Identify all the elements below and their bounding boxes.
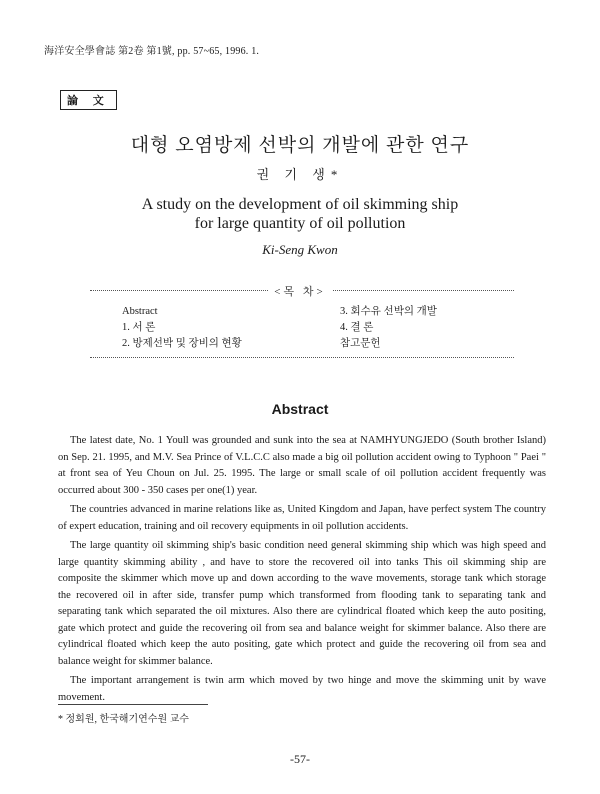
english-title-line-2: for large quantity of oil pollution [194,215,406,232]
toc-heading: <목 차> [0,283,600,299]
page-number: -57- [290,752,310,766]
english-title [0,195,600,233]
article-type-badge: 論 文 [60,90,117,110]
korean-title: 대형 오염방제 선박의 개발에 관한 연구 [130,135,470,156]
footnote-divider [58,704,208,705]
toc-item: 3. 회수유 선박의 개발 [340,306,437,317]
toc-right-column [340,304,437,352]
author-footnote: * 정회원, 한국해기연수원 교수 [58,714,189,725]
toc-item: 2. 방제선박 및 장비의 현황 [122,338,242,349]
abstract-paragraph: The countries advanced in marine relations like as, United Kingdom and Japan, have perfect system The country of expert education, training and oil recovery equipments in oil pollution accidents. [58,504,546,532]
english-author: Ki-Seng Kwon [262,242,338,257]
journal-citation: 海洋安全學會誌 第2卷 第1號, pp. 57~65, 1996. 1. [44,46,260,57]
abstract-body [58,433,546,709]
english-title-line-1: A study on the development of oil skimming ship [141,196,459,213]
toc-item: 1. 서 론 [122,322,156,333]
korean-author: 권 기 생* [256,167,344,182]
toc-item: 4. 결 론 [340,322,374,333]
abstract-paragraph: The large quantity oil skimming ship's basic condition need general skimming ship which was high speed and large quantity skimming ability , and have to store the recovered oil into tanks This oil skimming ship are composite the skimmer which move up and down according to the wave movements, storage tank which storage the recovered oil in after side, transfer pump which transformed from flooding tank to separating tank and separating tank which separated the oil mixtures. Also there are cylindrical floated which keep the auto positing, gate which protect and guide the recovering oil from sea and balance weight for skimmer balance. Also there are cylindrical floated which keep the auto positing, gate which protect and guide the recovering oil from sea and balance weight for skimmer balance. [58,540,546,667]
abstract-paragraph: The latest date, No. 1 Youll was grounded and sunk into the sea at NAMHYUNGJEDO (South brother Island) on Sep. 21. 1995, and M.V. Sea Prince of V.L.C.C also made a big oil pollution accident owing to Typhoon " Paei " at front sea of Yeu Choun on Jul. 25. 1995. The large or small scale of oil pollution accident frequently was occurred about 300 - 350 cases per one(1) year. [58,435,546,496]
toc-item: Abstract [122,306,158,317]
toc-item: 참고문헌 [340,338,381,349]
abstract-paragraph: The important arrangement is twin arm which moved by two hinge and move the skimming unit by wave movement. [58,675,546,703]
toc-left-column [122,304,242,352]
abstract-heading: Abstract [271,401,329,417]
